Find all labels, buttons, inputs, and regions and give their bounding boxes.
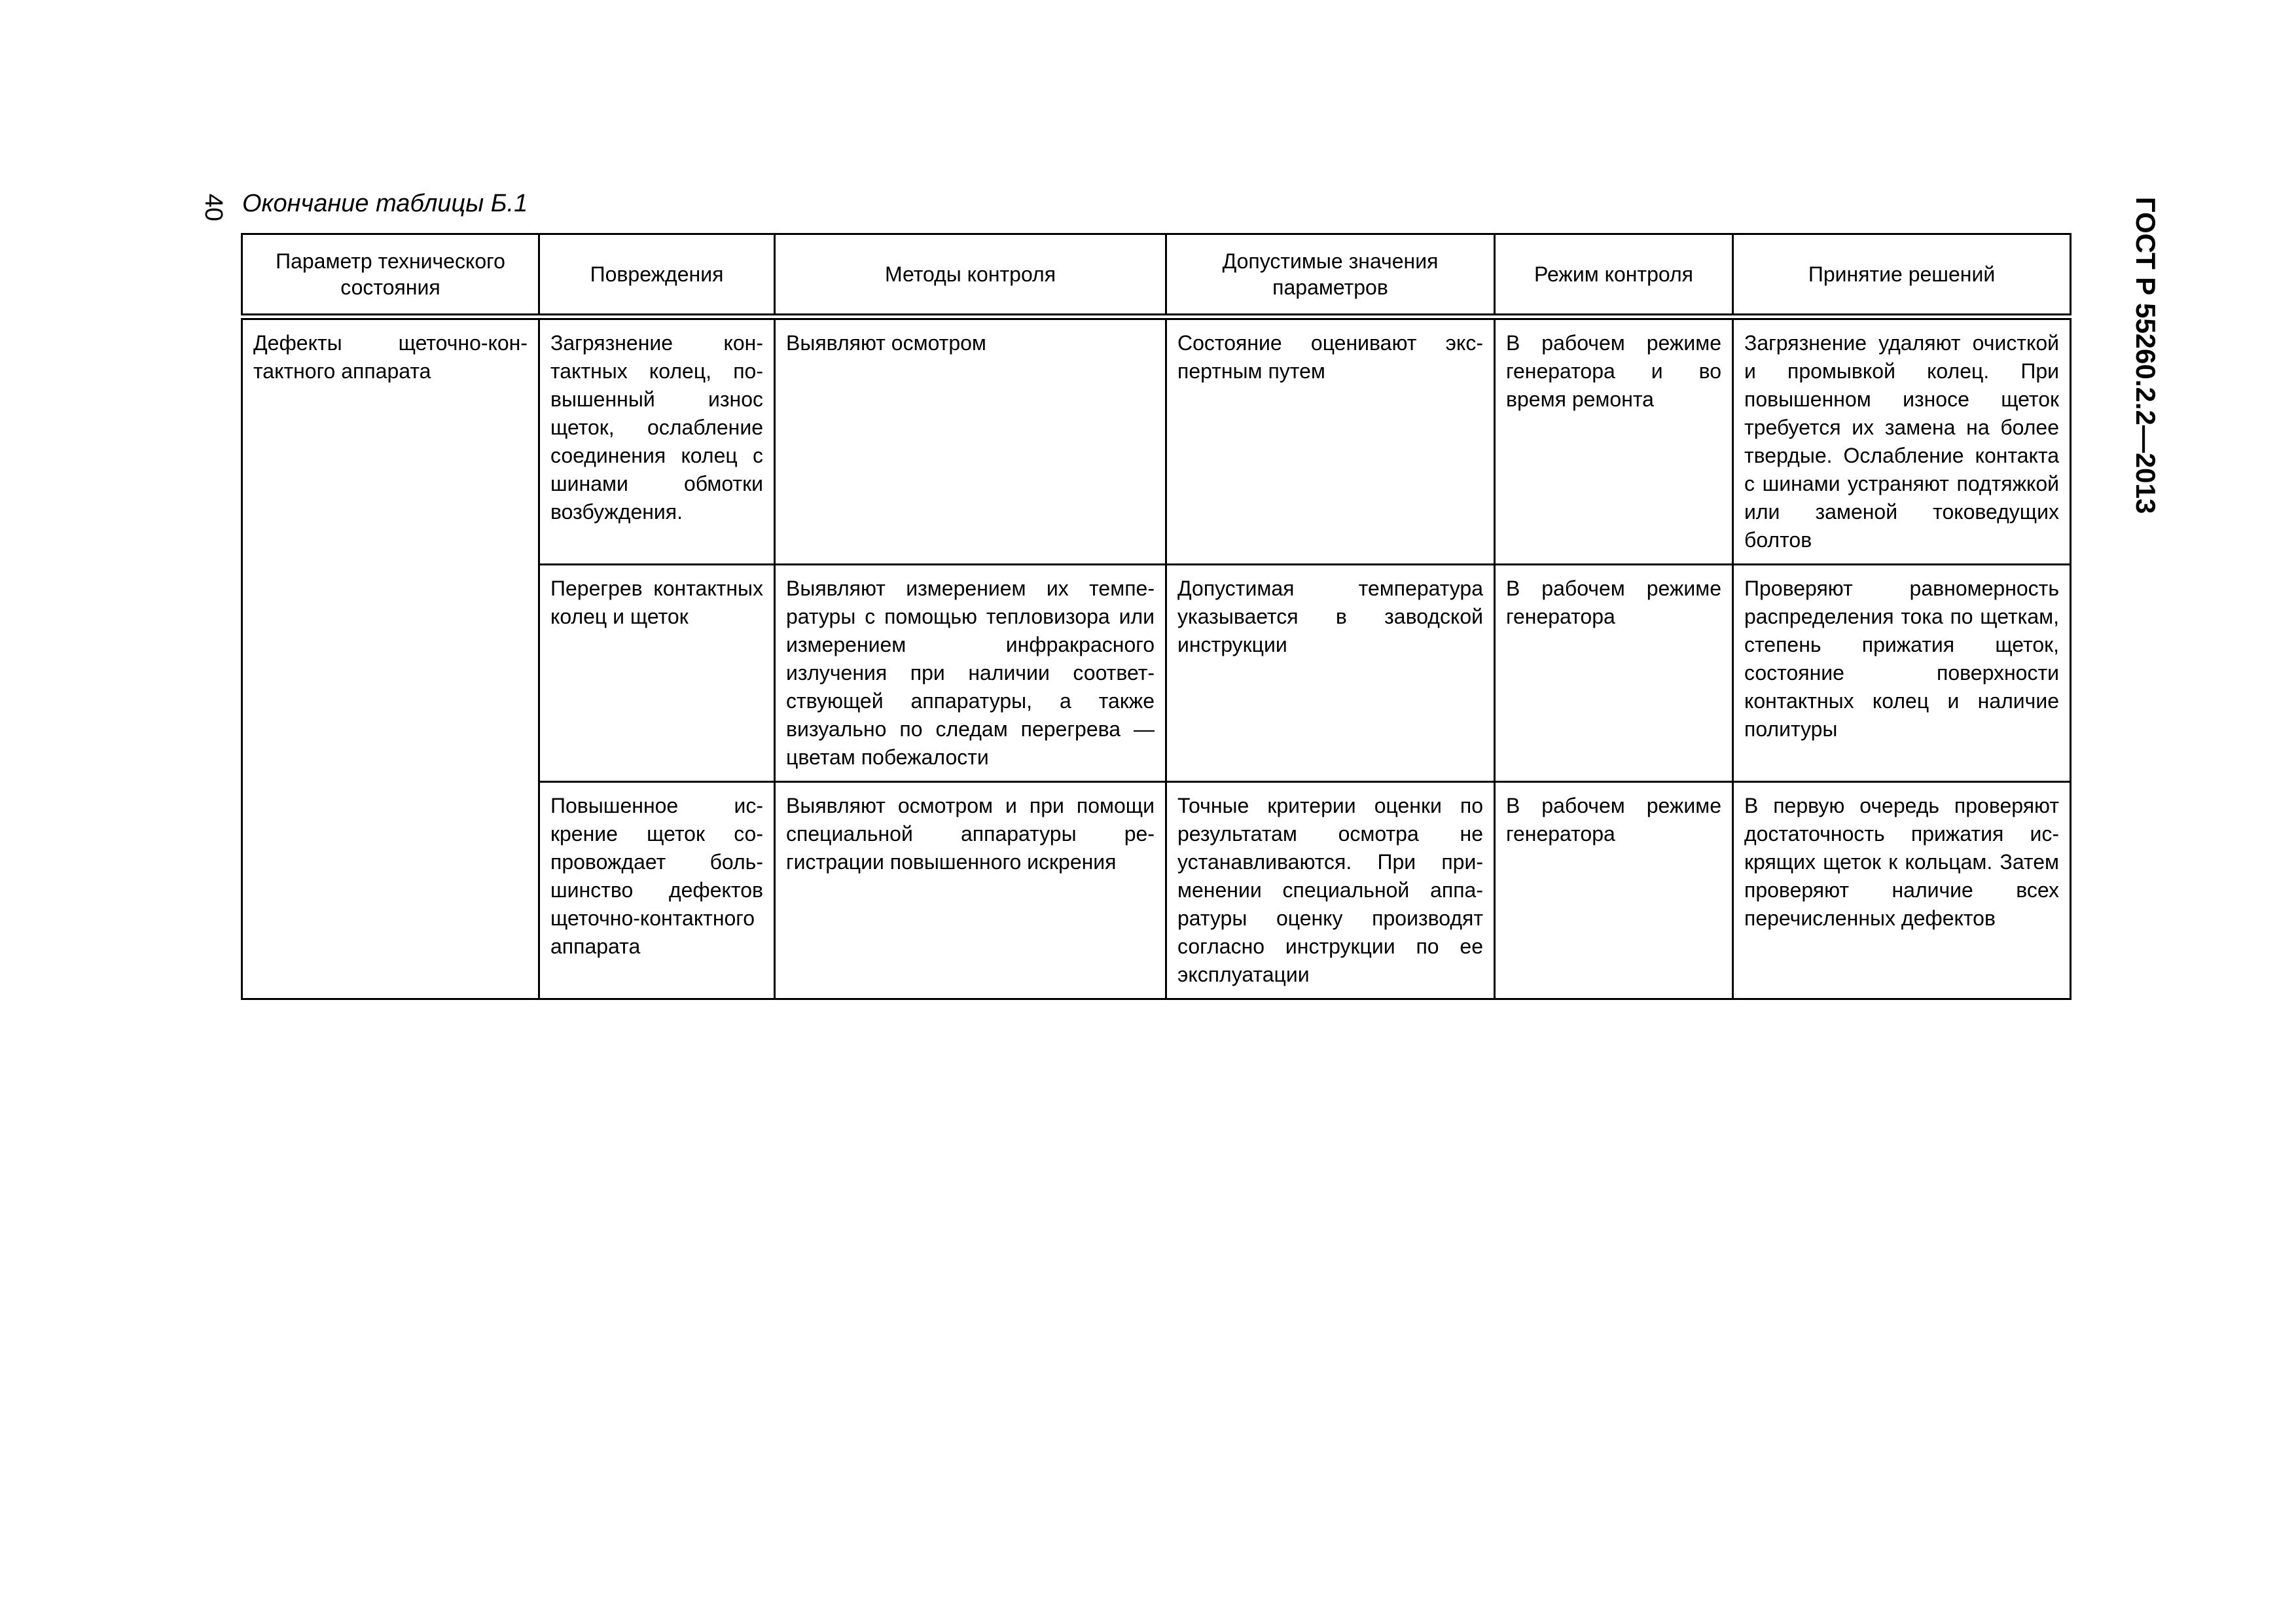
header-damage: Повреждения <box>539 234 775 317</box>
header-allowed-values: Допустимые значения параметров <box>1166 234 1495 317</box>
cell-damage: Перегрев контактных колец и щеток <box>539 565 775 782</box>
cell-method: Выявляют осмотром и при помощи специальной аппаратуры регистрации повышенного искрения <box>775 782 1166 999</box>
cell-method: Выявляют измерением их температуры с помощью тепловизора или измерением инфракрасного излучения при наличии соответствующей аппаратуры, а также визуально по следам перегрева — цветам побежалости <box>775 565 1166 782</box>
header-parameter: Параметр технического состояния <box>242 234 539 317</box>
cell-mode: В рабочем режиме генератора <box>1495 565 1733 782</box>
header-control-mode: Режим контроля <box>1495 234 1733 317</box>
cell-parameter: Дефекты щеточно-контактного аппарата <box>242 317 539 999</box>
cell-decision: В первую очередь проверяют достаточность прижатия искрящих щеток к кольцам. Затем проверяют наличие всех перечисленных дефектов <box>1733 782 2071 999</box>
cell-mode: В рабочем режиме генератора и во время ремонта <box>1495 317 1733 565</box>
cell-allowed: Точные критерии оценки по результатам осмотра не устанавливаются. При применении специальной аппаратуры оценку производят согласно инструкции по ее эксплуатации <box>1166 782 1495 999</box>
cell-method: Выявляют осмотром <box>775 317 1166 565</box>
document-code: ГОСТ Р 55260.2.2—2013 <box>2130 196 2161 514</box>
cell-allowed: Состояние оценивают экспертным путем <box>1166 317 1495 565</box>
table-header-row <box>242 234 2071 317</box>
cell-decision: Проверяют равномерность распределения тока по щеткам, степень прижатия щеток, состояние поверхности контактных колец и наличие политуры <box>1733 565 2071 782</box>
cell-damage: Загрязнение контактных колец, повышенный износ щеток, ослабление соединения колец с шинами обмотки возбуждения. <box>539 317 775 565</box>
cell-mode: В рабочем режиме генератора <box>1495 782 1733 999</box>
table-row <box>242 317 2071 565</box>
cell-allowed: Допустимая температура указывается в заводской инструкции <box>1166 565 1495 782</box>
table-b1 <box>241 233 2072 1000</box>
cell-damage: Повышенное искрение щеток сопровождает большинство дефектов щеточно-контактного аппарата <box>539 782 775 999</box>
header-decision: Принятие решений <box>1733 234 2071 317</box>
header-methods: Методы контроля <box>775 234 1166 317</box>
table-caption: Окончание таблицы Б.1 <box>242 190 528 217</box>
page-number: 40 <box>200 193 227 222</box>
cell-decision: Загрязнение удаляют очисткой и промывкой колец. При повышенном износе щеток требуется их замена на более твердые. Ослабление контакта с шинами устраняют подтяжкой или заменой токоведущих болтов <box>1733 317 2071 565</box>
